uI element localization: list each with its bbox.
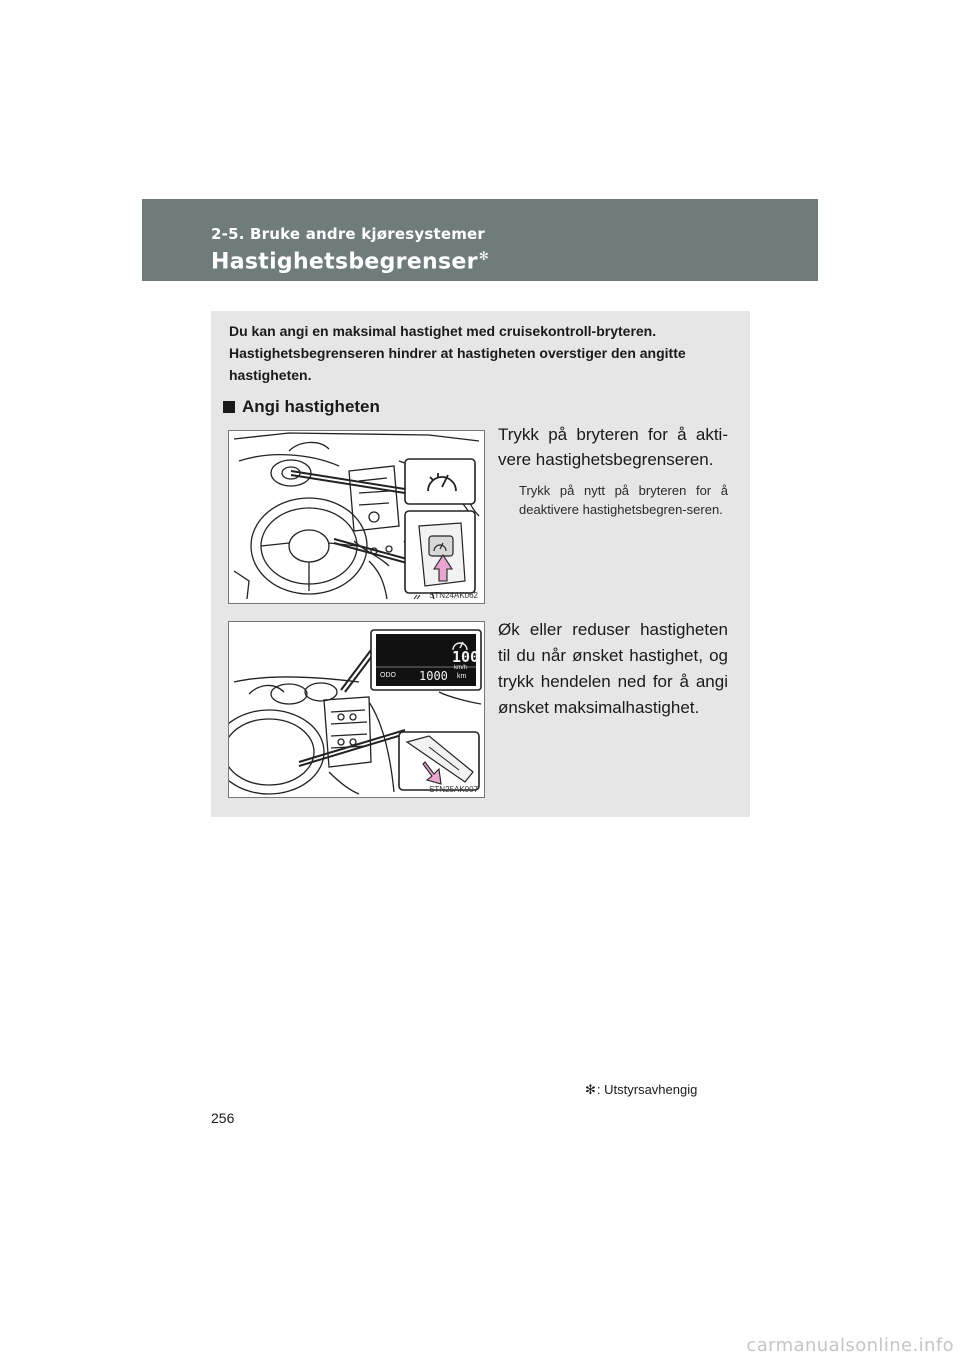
steering-illustration <box>229 431 484 603</box>
step-1-text: Trykk på bryteren for å akti-vere hastighetsbegrenseren. <box>498 425 728 469</box>
section-label: 2-5. Bruke andre kjøresystemer <box>211 225 486 243</box>
content-panel <box>211 311 750 817</box>
display-odo-label: ODO <box>380 672 396 679</box>
figure-steering-switch <box>228 430 485 604</box>
figure-code: STN24AK062 <box>429 591 478 600</box>
watermark: carmanualsonline.info <box>746 1335 954 1356</box>
footnote-text: : Utstyrsavhengig <box>596 1082 698 1097</box>
intro-text: Du kan angi en maksimal hastighet med cruisekontroll-bryteren. Hastighetsbegrenseren hindrer at hastigheten overstiger den angitte hastigheten. <box>229 323 686 383</box>
subheading-text: Angi hastigheten <box>242 397 380 416</box>
section-header <box>142 199 818 281</box>
display-odo-unit: km <box>457 673 467 680</box>
subheading <box>223 397 380 417</box>
figure-code: STN25AK007 <box>429 785 478 794</box>
figure-lever-display <box>228 621 485 798</box>
display-speed-unit: km/h <box>454 665 468 671</box>
equipment-mark: ✻ <box>478 249 490 263</box>
page-title-text: Hastighetsbegrenser <box>211 249 478 275</box>
equipment-mark: ✻ <box>585 1082 596 1097</box>
square-bullet-icon <box>223 401 235 413</box>
page-number: 256 <box>211 1110 235 1126</box>
step-1-note: Trykk på nytt på bryteren for å deaktivere hastighetsbegren-seren. <box>519 483 728 517</box>
display-odo-value: 1000 <box>419 669 448 683</box>
step-2-text: Øk eller reduser hastigheten til du når ønsket hastighet, og trykk hendelen ned for å angi ønsket maksimalhastighet. <box>498 620 728 717</box>
dashboard-illustration <box>229 622 484 797</box>
footnote <box>585 1082 697 1098</box>
page-title <box>211 249 489 274</box>
display-speed: 100 <box>452 648 480 666</box>
